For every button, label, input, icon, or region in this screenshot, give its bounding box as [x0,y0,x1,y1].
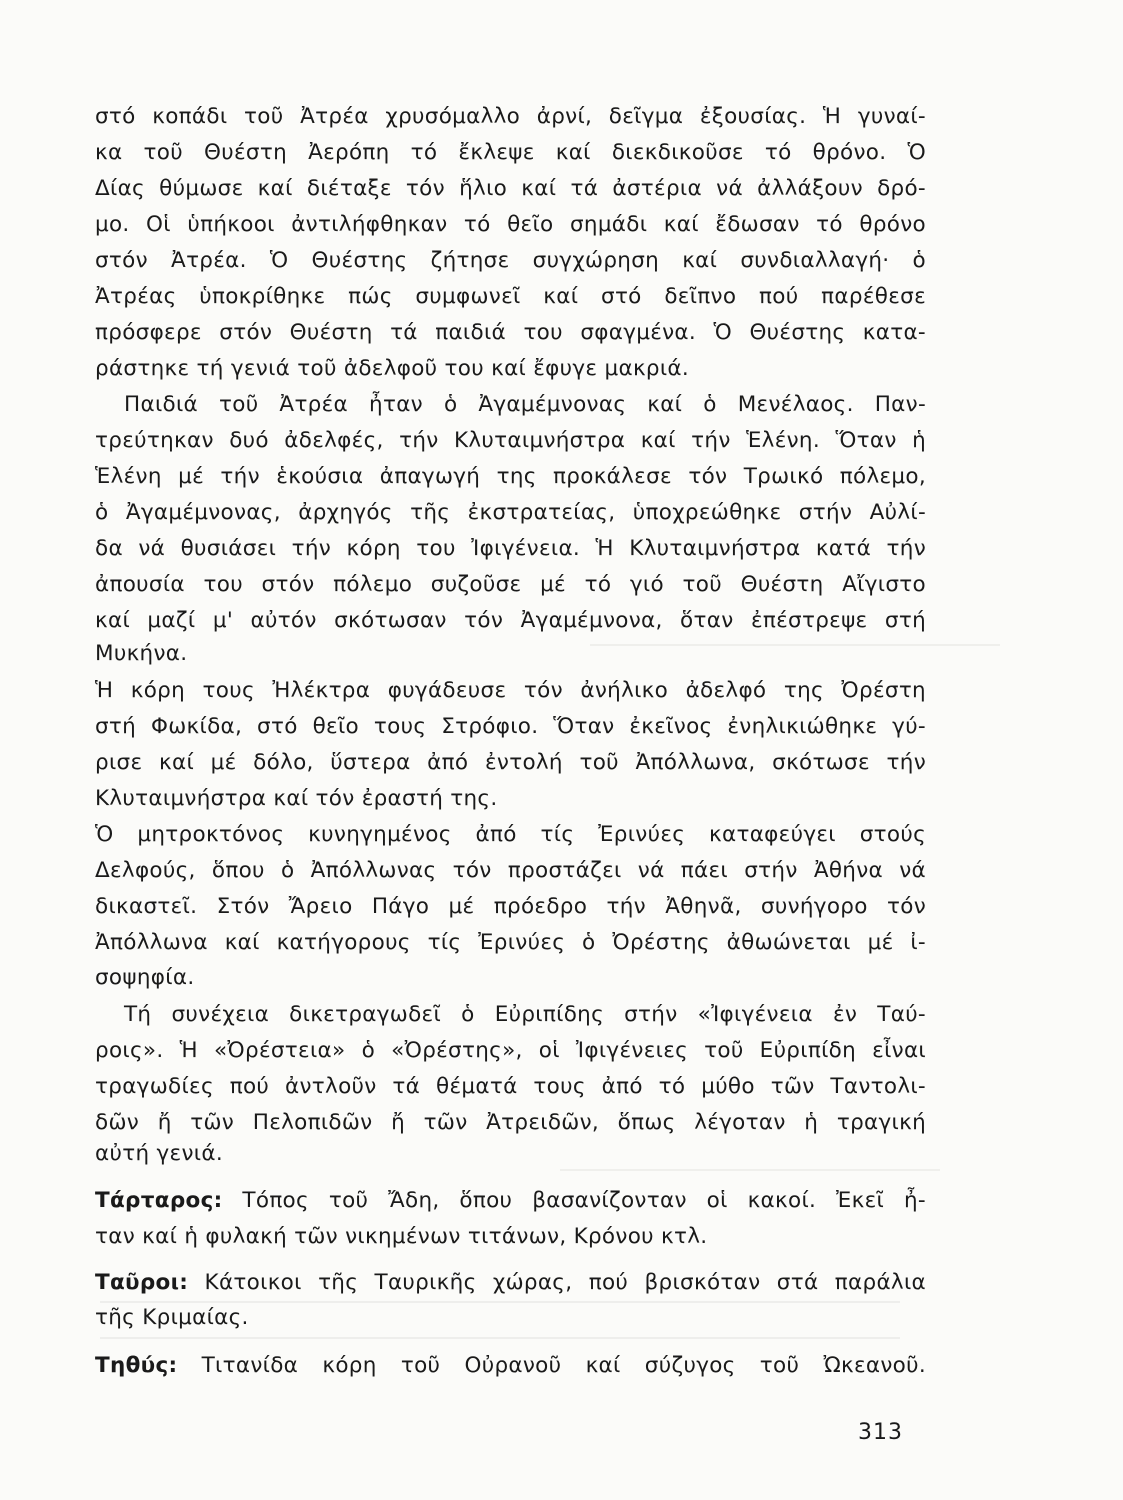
text-line: Παιδιά τοῦ Ἀτρέα ἦταν ὁ Ἀγαμέμνονας καί ὁ Μενέλαος. Παν- [124,392,926,417]
text-line: ρισε καί μέ δόλο, ὕστερα ἀπό ἐντολή τοῦ Ἀπόλλωνα, σκότωσε τήν [95,750,926,775]
text-line: μο. Οἱ ὑπήκοοι ἀντιλήφθηκαν τό θεῖο σημάδι καί ἔδωσαν τό θρόνο [95,212,926,237]
text-line: στόν Ἀτρέα. Ὁ Θυέστης ζήτησε συγχώρηση καί συνδιαλλαγή· ὁ [95,248,926,273]
glossary-definition: Τόπος τοῦ Ἄδη, ὅπου βασανίζονταν οἱ κακοί. Ἐκεῖ ἦ- [222,1188,926,1213]
text-line: Μυκήνα. [95,641,188,666]
text-line: δικαστεῖ. Στόν Ἄρειο Πάγο μέ πρόεδρο τήν Ἀθηνᾶ, συνήγορο τόν [95,894,926,919]
text-line: Δίας θύμωσε καί διέταξε τόν ἥλιο καί τά ἀστέρια νά ἀλλάξουν δρό- [95,176,926,201]
text-line: ταν καί ἡ φυλακή τῶν νικημένων τιτάνων, Κρόνου κτλ. [95,1224,708,1249]
text-line: στό κοπάδι τοῦ Ἀτρέα χρυσόμαλλο ἀρνί, δεῖγμα ἐξουσίας. Ἡ γυναί- [95,104,926,129]
text-line: Κλυταιμνήστρα καί τόν ἐραστή της. [95,786,498,811]
page-number: 313 [858,1420,903,1445]
text-line: δῶν ἤ τῶν Πελοπιδῶν ἤ τῶν Ἀτρειδῶν, ὅπως λέγοταν ἡ τραγική [95,1110,926,1135]
glossary-entry [95,1352,926,1380]
text-line: Ἀτρέας ὑποκρίθηκε πώς συμφωνεῖ καί στό δεῖπνο πού παρέθεσε [95,284,926,309]
glossary-definition: Κάτοικοι τῆς Ταυρικῆς χώρας, πού βρισκόταν στά παράλια [188,1270,926,1295]
glossary-entry [95,1269,926,1297]
text-line: Δελφούς, ὅπου ὁ Ἀπόλλωνας τόν προστάζει νά πάει στήν Ἀθήνα νά [95,858,926,883]
glossary-definition: Τιτανίδα κόρη τοῦ Οὐρανοῦ καί σύζυγος τοῦ Ὠκεανοῦ. [177,1353,926,1378]
text-line: τῆς Κριμαίας. [95,1305,249,1330]
text-line: ὁ Ἀγαμέμνονας, ἀρχηγός τῆς ἐκστρατείας, ὑποχρεώθηκε στήν Αὐλί- [95,500,926,525]
text-line: πρόσφερε στόν Θυέστη τά παιδιά του σφαγμένα. Ὁ Θυέστης κατα- [95,320,926,345]
text-line: σοψηφία. [95,965,195,990]
text-line: καί μαζί μ' αὐτόν σκότωσαν τόν Ἀγαμέμνονα, ὅταν ἐπέστρεψε στή [95,608,926,633]
glossary-term: Τάρταρος: [95,1188,223,1213]
text-line: αὐτή γενιά. [95,1141,223,1166]
text-line: κα τοῦ Θυέστη Ἀερόπη τό ἔκλεψε καί διεκδικοῦσε τό θρόνο. Ὁ [95,140,926,165]
text-line: Τή συνέχεια δικετραγωδεῖ ὁ Εὐριπίδης στήν «Ἰφιγένεια ἐν Ταύ- [124,1002,926,1027]
text-line: Ἀπόλλωνα καί κατήγορους τίς Ἐρινύες ὁ Ὀρέστης ἀθωώνεται μέ ἰ- [95,930,926,955]
text-line: ἀπουσία του στόν πόλεμο συζοῦσε μέ τό γιό τοῦ Θυέστη Αἴγιστο [95,572,926,597]
text-line: ροις». Ἡ «Ὀρέστεια» ὁ «Ὀρέστης», οἱ Ἰφιγένειες τοῦ Εὐριπίδη εἶναι [95,1038,926,1063]
glossary-term: Ταῦροι: [95,1270,189,1295]
text-line: Ὁ μητροκτόνος κυνηγημένος ἀπό τίς Ἐρινύες καταφεύγει στούς [95,822,926,847]
text-line: Ἑλένη μέ τήν ἑκούσια ἀπαγωγή της προκάλεσε τόν Τρωικό πόλεμο, [95,464,926,489]
text-line: Ἡ κόρη τους Ἠλέκτρα φυγάδευσε τόν ἀνήλικο ἀδελφό της Ὀρέστη [95,678,926,703]
text-line: τραγωδίες πού ἀντλοῦν τά θέματά τους ἀπό τό μύθο τῶν Ταντολι- [95,1074,926,1099]
glossary-term: Τηθύς: [95,1353,178,1378]
glossary-entry [95,1187,926,1215]
text-line: ράστηκε τή γενιά τοῦ ἀδελφοῦ του καί ἔφυγε μακριά. [95,356,690,381]
text-line: τρεύτηκαν δυό ἀδελφές, τήν Κλυταιμνήστρα καί τήν Ἑλένη. Ὅταν ἡ [95,428,926,453]
text-line: δα νά θυσιάσει τήν κόρη του Ἰφιγένεια. Ἡ Κλυταιμνήστρα κατά τήν [95,536,926,561]
text-line: στή Φωκίδα, στό θεῖο τους Στρόφιο. Ὅταν ἐκεῖνος ἐνηλικιώθηκε γύ- [95,714,926,739]
